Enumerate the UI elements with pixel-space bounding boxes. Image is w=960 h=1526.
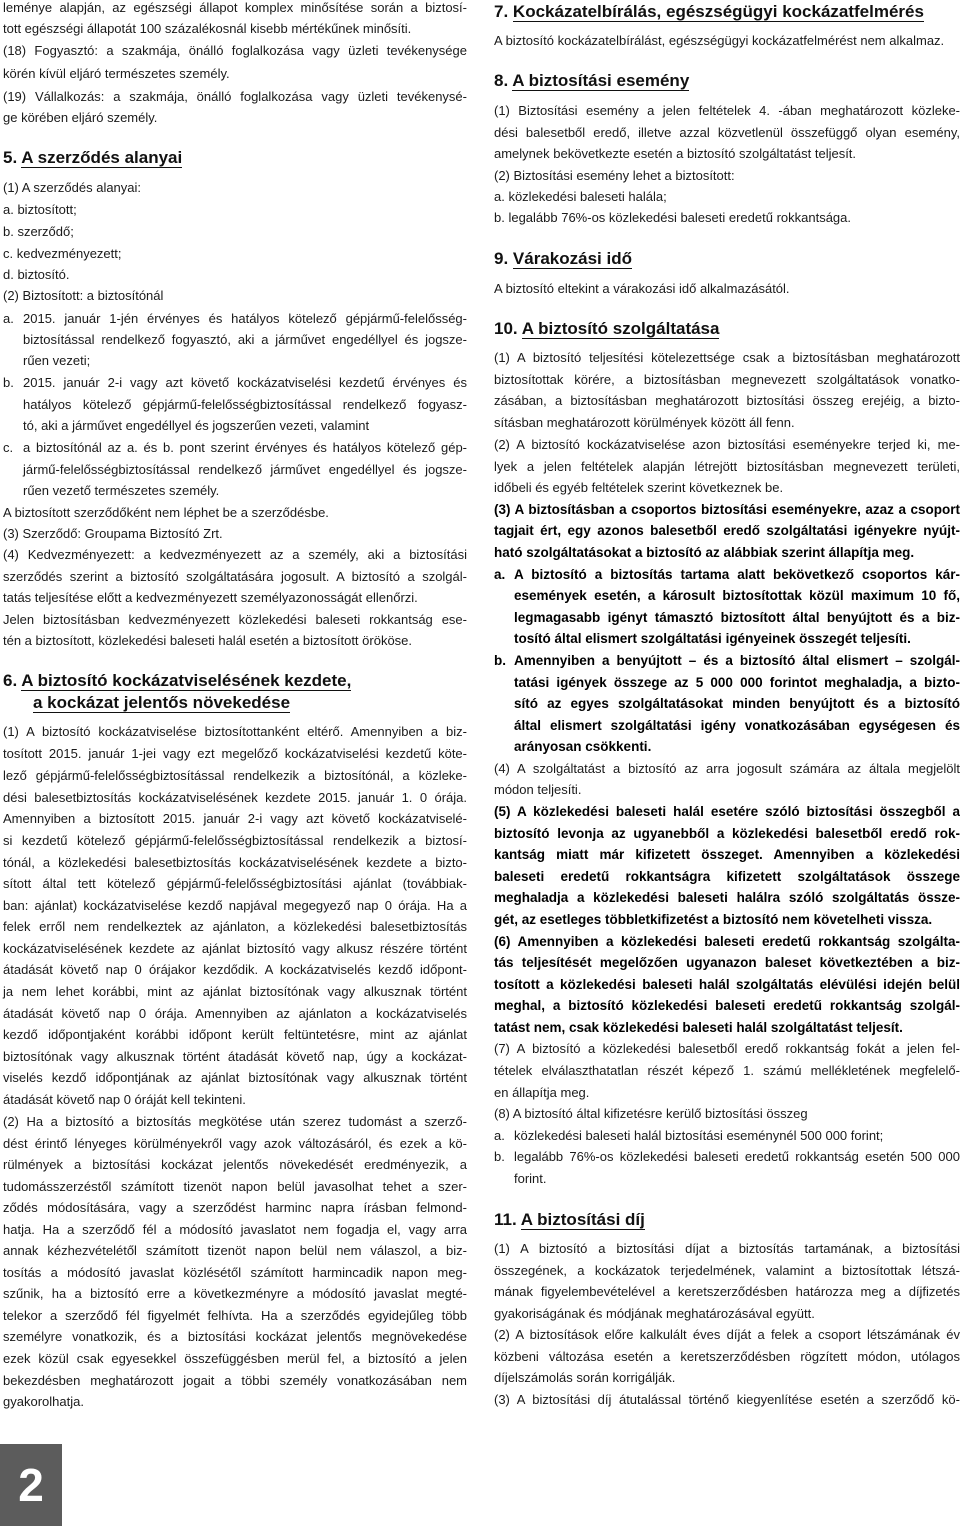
text-line: rűen vezető természetes személy. xyxy=(23,483,220,498)
section-heading-5: 5. A szerződés alanyai xyxy=(3,148,183,167)
text-line: átadását követő nap 0 óráját kell tekinteni. xyxy=(3,1092,246,1107)
section-heading-8: 8. A biztosítási esemény xyxy=(494,71,690,90)
text-line: ja nem lehet korábbi, mint az ajánlat biztosítónak vagy alkusznak történt xyxy=(3,984,467,999)
list-marker: b. xyxy=(494,653,506,668)
text-line: (18) Fogyasztó: a szakmája, önálló foglalkozása vagy üzleti tevékenysége xyxy=(3,43,467,58)
text-line: meghaladja a közlekedési baleseti halálra szóló szolgáltatás össze- xyxy=(494,890,960,905)
text-line: közlekedési baleseti halál biztosítási eseménynél 500 000 forint; xyxy=(514,1128,884,1143)
text-line: átadását követő nap 0 órájakor kezdődik. A kockázatviselés kezdő időpont- xyxy=(3,962,467,977)
text-line: bekezdésben meghatározott jogait a többi személy vonatkozásában nem xyxy=(3,1373,467,1388)
text-line: személyre vonatkozik, és a biztosítási kockázat jelentős megnövekedése xyxy=(3,1329,467,1344)
text-line: tás teljesítését megelőzően ugyanazon baleset következtében a biz- xyxy=(494,955,960,970)
text-line: arányosan csökkenti. xyxy=(514,739,652,754)
text-line: A biztosító a biztosítás tartama alatt bekövetkező csoportos kár- xyxy=(514,567,960,582)
text-line: biztosító levonja az ugyanebből a közlekedési balesetből eredő rok- xyxy=(494,826,960,841)
text-line: lező gépjármű-felelősségbiztosítással rendelkezik a biztosítónál, a közleke- xyxy=(3,768,467,783)
text-line: telekor a szerződő fél figyelmét felhívta. Ha a szerződés egyidejűleg több xyxy=(3,1308,467,1323)
text-line: tosító által elismert szolgáltatási igényeinek összegét teljesíti. xyxy=(514,631,911,646)
text-line: (1) A biztosító teljesítési kötelezettsége csak a biztosításban meghatározott xyxy=(494,350,960,365)
text-line: tott egészségi állapotát 100 százalékosnál kisebb mértékűnek minősíti. xyxy=(3,21,412,36)
text-line: sításban meghatározott körülmények között áll fenn. xyxy=(494,415,795,430)
text-line: hatja. Ha a szerződő fél a módosító javaslatot nem fogadja el, vagy arra xyxy=(3,1222,467,1237)
text-line: tén a biztosított, közlekedési baleseti halál esetén a biztosított örököse. xyxy=(3,633,413,648)
text-line: dési balesetből eredő, illetve azzal közvetlenül összefüggő olyan esemény, xyxy=(494,125,960,140)
text-line: (1) A biztosító a biztosítási díjat a biztosítás tartamának, a biztosítási xyxy=(494,1241,960,1256)
text-line: (4) Kedvezményezett: a kedvezményezett az a személy, aki a biztosítási xyxy=(3,547,467,562)
text-line: ge körében eljáró személy. xyxy=(3,110,158,125)
text-line: zásában, a biztosításban meghatározott biztosítási összeg erejéig, a bizto- xyxy=(494,393,960,408)
text-line: sító az egyes szolgáltatásokat minden benyújtott és a biztosító xyxy=(514,696,960,711)
text-line: (1) A biztosító kockázatviselése biztosítottanként eltérő. Amennyiben a biz- xyxy=(3,724,467,739)
list-item: b. legalább 76%-os közlekedési baleseti eredetű rokkantsága. xyxy=(494,210,852,225)
text-line: tónál, a közlekedési balesetbiztosítás kockázatviselésének kezdete a bizto- xyxy=(3,855,467,870)
text-line: időbeli és egyéb feltételek szerint következnek be. xyxy=(494,480,784,495)
text-line: gyakorolhatja. xyxy=(3,1394,84,1409)
text-line: (2) Biztosított: a biztosítónál xyxy=(3,288,164,303)
text-line: gyakoriságának és módjának meghatározásával együtt. xyxy=(494,1306,815,1321)
text-line: amelynek bekövetkezte esetén a biztosító szolgáltatást teljesít. xyxy=(494,146,857,161)
text-line: Amennyiben a biztosított 2015. január 2-i vagy azt követő kockázatviselé- xyxy=(3,811,467,826)
text-line: (5) A közlekedési baleseti halál esetére szóló biztosítási összegből a xyxy=(494,804,960,819)
section-heading-11: 11. A biztosítási díj xyxy=(494,1210,645,1229)
page-number: 2 xyxy=(0,1444,62,1526)
text-line: felek erről nem rendelkeztek az ajánlaton, a közlekedési balesetbiztosítás xyxy=(3,919,467,934)
text-line: (3) Szerződő: Groupama Biztosító Zrt. xyxy=(3,526,223,541)
text-line: biztosítónak vagy alkusznak történt átadását követő nap, úgy a kockázat- xyxy=(3,1049,467,1064)
text-line: leménye alapján, az egészségi állapot komplex minősítése során a biztosí- xyxy=(3,0,467,15)
section-heading-6: 6. A biztosító kockázatviselésének kezdete, xyxy=(3,671,352,690)
text-line: tételek elválaszthatatlan részét képező 1. számú mellékletének megfelelő- xyxy=(494,1063,960,1078)
text-line: tosított a közlekedési baleseti halál szolgáltatás elévülési idején belül xyxy=(494,977,960,992)
text-line: meghal, a biztosító közlekedési baleseti eredetű rokkantság szolgál- xyxy=(494,998,960,1013)
section-heading-7: 7. Kockázatelbírálás, egészségügyi kockázatfelmérés xyxy=(494,2,924,21)
text-line: annak kézhezvételétől számított tizenöt napon belül nem válaszol, a biz- xyxy=(3,1243,467,1258)
section-heading-6-line2: a kockázat jelentős növekedése xyxy=(33,693,291,712)
text-line: összegének, a kockázatok terjedelmének, valamint a biztosítottak létszá- xyxy=(494,1263,960,1278)
text-line: tudomásszerzéstől számított tizenöt napon belül javasolhat tehet a szer- xyxy=(3,1179,467,1194)
text-line: A biztosító kockázatelbírálást, egészségügyi kockázatfelmérést nem alkalmaz. xyxy=(494,33,945,48)
text-line: tosítás a módosító javaslat közlésétől számított harmincadik napon meg- xyxy=(3,1265,467,1280)
text-line: jármű-felelősségbiztosítással rendelkező járművet engedéllyel és jogsze- xyxy=(23,462,467,477)
text-line: mának figyelembevételével a keretszerződésben határozza meg a díjfizetés xyxy=(494,1284,960,1299)
text-line: 2015. január 2-i vagy azt követő kockázatviselési kezdetű érvényes és xyxy=(23,375,467,390)
text-line: biztosítással rendelkező fogyasztó, aki a járművet engedéllyel és jogsze- xyxy=(23,332,467,347)
text-line: szűnik, ha a biztosító erre a következményre a módosító javaslat megté- xyxy=(3,1286,467,1301)
text-line: tatási igények összege az 5 000 000 forintot meghaladja, a bizto- xyxy=(514,675,960,690)
text-line: biztosítottak körére, a biztosításban megnevezett szolgáltatások vonatko- xyxy=(494,372,960,387)
text-line: (8) A biztosító által kifizetésre kerülő biztosítási összeg xyxy=(494,1106,808,1121)
text-line: kezdő időpontjaként korábbi időpont került feltüntetésre, mint az ajánlat xyxy=(3,1027,467,1042)
text-line: ható szolgáltatásokat a biztosító az alábbiak szerint állapítja meg. xyxy=(494,545,915,560)
text-line: dési balesetbiztosítás kockázatviselésének kezdete 2015. január 1. 0 órája. xyxy=(3,790,467,805)
text-line: 2015. január 1-jén érvényes és hatályos kötelező gépjármű-felelősség- xyxy=(23,311,467,326)
text-line: kockázatviselésének kezdete az ajánlat biztosító vagy alkusz részére történt xyxy=(3,941,467,956)
list-marker: a. xyxy=(494,1128,505,1143)
text-line: tatást nem, csak közlekedési baleseti halál szolgáltatást teljesít. xyxy=(494,1020,903,1035)
list-marker: c. xyxy=(3,440,14,455)
list-item: c. kedvezményezett; xyxy=(3,246,122,261)
text-line: dést érintő lényeges körülményekről vagy azok változásáról, és ezek a kö- xyxy=(3,1136,467,1151)
text-line: (4) A szolgáltatást a biztosító az arra jogosult számára az általa megjelölt xyxy=(494,761,960,776)
list-item: d. biztosító. xyxy=(3,267,70,282)
text-line: átadását követő nap 0 órája. Amennyiben az ajánlaton a kockázatviselés xyxy=(3,1006,467,1021)
text-line: forint. xyxy=(514,1171,547,1186)
list-item: a. biztosított; xyxy=(3,202,77,217)
text-line: a biztosítónál az a. és b. pont szerint érvényes és hatályos kötelező gép- xyxy=(23,440,467,455)
text-line: (2) A biztosítások előre kalkulált éves díját a felek a csoport létszámának év xyxy=(494,1327,960,1342)
list-item: a. közlekedési baleseti halála; xyxy=(494,189,667,204)
text-line: kantság miatt már kifizetett összeget. Amennyiben a közlekedési xyxy=(494,847,960,862)
text-line: rülmények a biztosítási kockázat jelentős növekedését eredményezik, a xyxy=(3,1157,467,1172)
section-heading-9: 9. Várakozási idő xyxy=(494,249,632,268)
text-line: viselés kezdő időpontjának az ajánlat biztosítónak vagy alkusznak történt xyxy=(3,1070,467,1085)
text-line: legmagasabb igényt támasztó biztosított által benyújtott és a biz- xyxy=(514,610,960,625)
text-line: ződés módosítására, vagy a szerződést harminc napra írásban felmond- xyxy=(3,1200,467,1215)
text-line: Amennyiben a benyújtott – és a biztosító által elismert – szolgál- xyxy=(514,653,960,668)
text-line: szerződés szerint a biztosító szolgáltatására jogosult. A biztosító a szolgál- xyxy=(3,569,467,584)
text-line: körén kívül eljáró természetes személy. xyxy=(3,66,230,81)
text-line: közbeni változása esetén a keretszerződésben rögzített módon, utólagos xyxy=(494,1349,960,1364)
text-line: en állapítja meg. xyxy=(494,1085,590,1100)
text-line: események esetén, a károsult biztosítottak közül maximum 10 fő, xyxy=(514,588,960,603)
section-heading-10: 10. A biztosító szolgáltatása xyxy=(494,319,720,338)
text-line: ban: ajánlat) kockázatviselése kezdő napjával megegyező nap 0 órája. Ha a xyxy=(3,898,467,913)
text-line: legalább 76%-os közlekedési baleseti eredetű rokkantság esetén 500 000 xyxy=(514,1149,960,1164)
list-item: b. szerződő; xyxy=(3,224,74,239)
text-line: lyek a jelen feltételek alapján létrejött biztosításban megnevezett területi, xyxy=(494,459,960,474)
text-line: (3) A biztosítási díj átutalással történő kiegyenlítése esetén a szerződő kö- xyxy=(494,1392,960,1407)
text-line: (19) Vállalkozás: a szakmája, önálló foglalkozása vagy üzleti tevékenysé- xyxy=(3,89,467,104)
text-line: tatás teljesítése előtt a kedvezményezett személyazonosságát ellenőrzi. xyxy=(3,590,418,605)
text-line: gét, az esetleges többletkifizetést a biztosító nem követelheti vissza. xyxy=(494,912,933,927)
text-line: díjelszámolás során korrigálják. xyxy=(494,1370,676,1385)
list-marker: a. xyxy=(3,311,14,326)
text-line: (3) A biztosításban a csoportos biztosítási eseményekre, azaz a csoport xyxy=(494,502,960,517)
list-marker: b. xyxy=(494,1149,505,1164)
text-line: (1) Biztosítási esemény a jelen feltételek 4. -ában meghatározott közleke- xyxy=(494,103,960,118)
text-line: A biztosító eltekint a várakozási idő alkalmazásától. xyxy=(494,281,790,296)
text-line: (2) Biztosítási esemény lehet a biztosított: xyxy=(494,168,735,183)
list-marker: b. xyxy=(3,375,14,390)
text-line: tosított 2015. január 1-jei vagy ezt megelőző kockázatviselési kezdetű köte- xyxy=(3,746,467,761)
list-marker: a. xyxy=(494,567,506,582)
text-line: si kezdetű kötelező gépjármű-felelősségbiztosítással rendelkezik a biztosí- xyxy=(3,833,467,848)
text-line: módon teljesíti. xyxy=(494,782,582,797)
text-line: baleseti eredetű rokkantságra kifizetett szolgáltatások összege xyxy=(494,869,960,884)
text-line: által elismert szolgáltatási igény vonatkozásában egységesen és xyxy=(514,718,960,733)
text-line: (7) A biztosító a közlekedési balesetből eredő rokkantság fokát a jelen fel- xyxy=(494,1041,960,1056)
text-line: Jelen biztosításban kedvezményezett közlekedési baleseti rokkantság ese- xyxy=(3,612,467,627)
text-line: (2) A biztosító kockázatviselése azon biztosítási eseményekre terjed ki, me- xyxy=(494,437,960,452)
text-line: tó, aki a járművet engedéllyel és jogszerűen vezeti, valamint xyxy=(23,418,370,433)
text-line: sított által tett kötelező gépjármű-felelősségbiztosítási ajánlat (továbbiak- xyxy=(3,876,467,891)
text-line: ezek közül csak egyesekkel összefüggésben merül fel, a biztosító a jelen xyxy=(3,1351,467,1366)
text-line: (1) A szerződés alanyai: xyxy=(3,180,142,195)
text-line: hatályos kötelező gépjármű-felelősségbiztosítással rendelkező fogyasz- xyxy=(23,397,467,412)
text-line: A biztosított szerződőként nem léphet be a szerződésbe. xyxy=(3,505,329,520)
text-line: tagjait ért, egy azonos balesetből eredő szolgáltatási igényekre nyújt- xyxy=(494,523,960,538)
text-line: (6) Amennyiben a közlekedési baleseti eredetű rokkantság szolgálta- xyxy=(494,934,960,949)
text-line: rűen vezeti; xyxy=(23,353,91,368)
text-line: (2) Ha a biztosító a biztosítás megkötése után szerez tudomást a szerző- xyxy=(3,1114,467,1129)
